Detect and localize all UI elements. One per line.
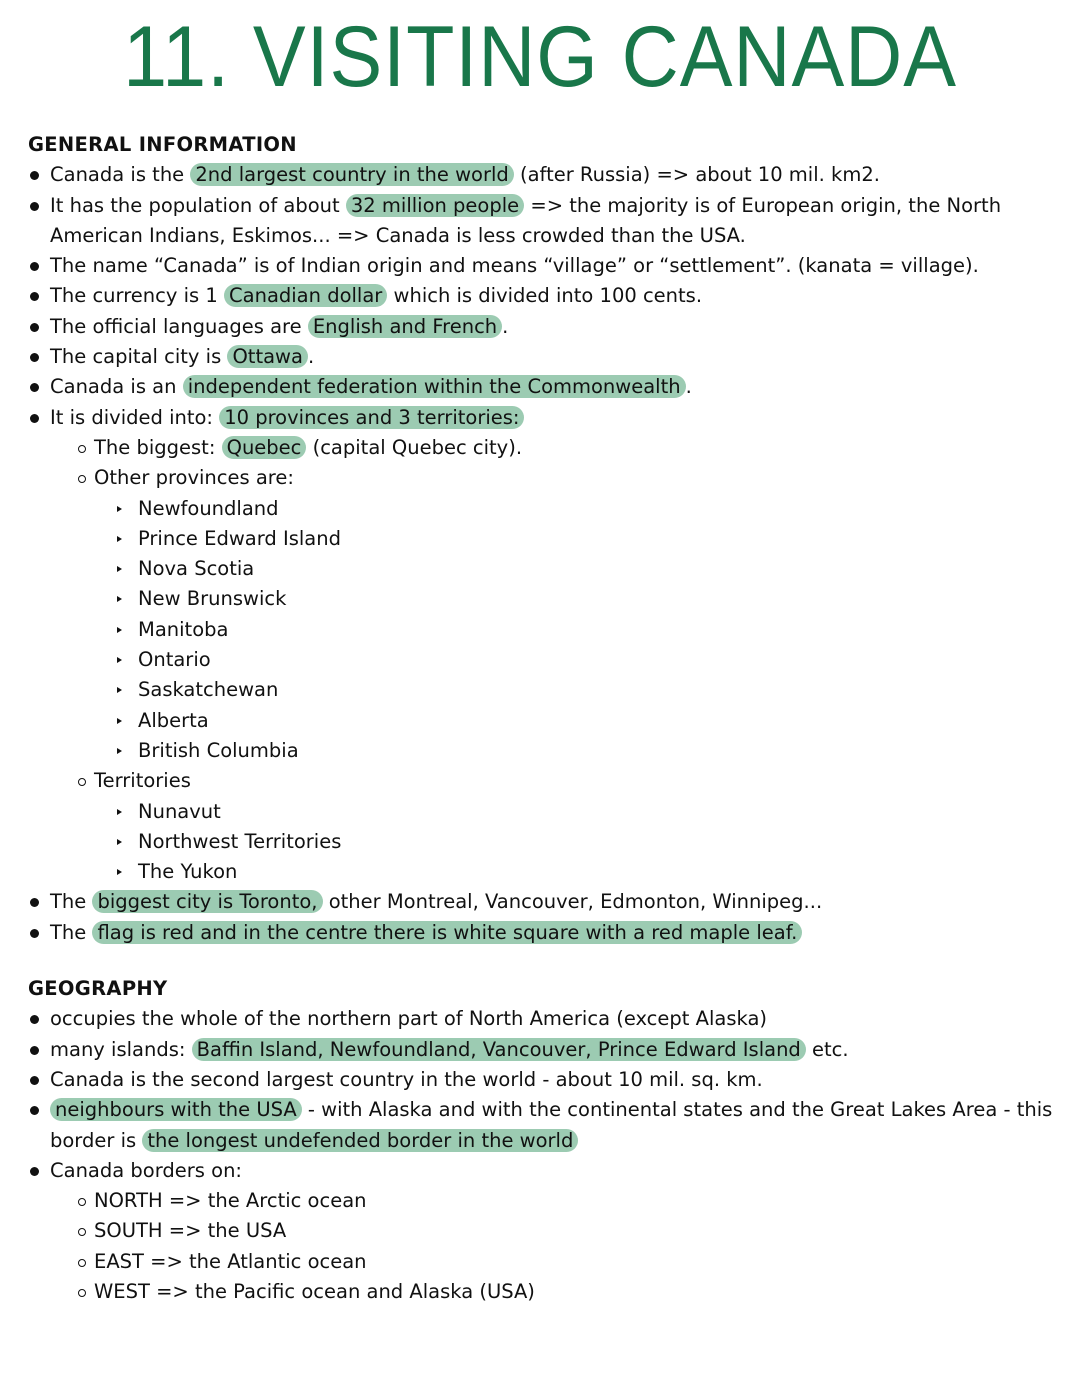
list-item: occupies the whole of the northern part of North America (except Alaska) — [28, 1004, 1058, 1034]
highlight: the longest undefended border in the world — [142, 1129, 578, 1152]
list-item: The official languages are English and French . — [28, 312, 1058, 342]
general-information-list-continued — [28, 887, 1058, 948]
highlight: 10 provinces and 3 territories: — [219, 406, 524, 429]
geography-heading: GEOGRAPHY — [28, 977, 168, 1001]
highlight: biggest city is Toronto, — [92, 890, 322, 913]
divisions-list — [28, 433, 1058, 494]
border-item: EAST => the Atlantic ocean — [28, 1247, 1058, 1277]
highlight: English and French — [308, 315, 502, 338]
border-item: SOUTH => the USA — [28, 1216, 1058, 1246]
borders-list — [28, 1186, 1058, 1307]
list-item: Canada borders on: — [28, 1156, 1058, 1186]
notes-content — [28, 130, 1058, 1307]
territories-label-list — [28, 766, 1058, 796]
highlight: flag is red and in the centre there is white square with a red maple leaf. — [92, 921, 802, 944]
provinces-list — [28, 494, 1058, 767]
list-item: The capital city is Ottawa . — [28, 342, 1058, 372]
list-item: It is divided into: 10 provinces and 3 territories: — [28, 403, 1058, 433]
list-item: Canada is the second largest country in the world - about 10 mil. sq. km. — [28, 1065, 1058, 1095]
list-item: neighbours with the USA - with Alaska and with the continental states and the Great Lakes Area - this border is the longest undefended border in the world — [28, 1095, 1058, 1156]
highlight: Ottawa — [227, 345, 308, 368]
province-item: New Brunswick — [28, 584, 1058, 614]
border-item: WEST => the Pacific ocean and Alaska (USA) — [28, 1277, 1058, 1307]
highlight: 2nd largest country in the world — [190, 163, 513, 186]
highlight: independent federation within the Commonwealth — [183, 375, 686, 398]
list-item: Canada is the 2nd largest country in the world (after Russia) => about 10 mil. km2. — [28, 160, 1058, 190]
province-item: Prince Edward Island — [28, 524, 1058, 554]
geography-list — [28, 1004, 1058, 1186]
territory-item: The Yukon — [28, 857, 1058, 887]
general-information-list — [28, 160, 1058, 433]
list-item: Canada is an independent federation within the Commonwealth . — [28, 372, 1058, 402]
province-item: Alberta — [28, 706, 1058, 736]
sub-list-item: Territories — [28, 766, 1058, 796]
border-item: NORTH => the Arctic ocean — [28, 1186, 1058, 1216]
province-item: British Columbia — [28, 736, 1058, 766]
province-item: Nova Scotia — [28, 554, 1058, 584]
highlight: 32 million people — [346, 194, 524, 217]
highlight: Baffin Island, Newfoundland, Vancouver, Prince Edward Island — [192, 1038, 806, 1061]
highlight: Quebec — [222, 436, 307, 459]
territory-item: Nunavut — [28, 797, 1058, 827]
province-item: Saskatchewan — [28, 675, 1058, 705]
list-item: The flag is red and in the centre there is white square with a red maple leaf. — [28, 918, 1058, 948]
sub-list-item: The biggest: Quebec (capital Quebec city). — [28, 433, 1058, 463]
page-title: 11. VISITING CANADA — [123, 9, 957, 105]
list-item: The currency is 1 Canadian dollar which is divided into 100 cents. — [28, 281, 1058, 311]
province-item: Newfoundland — [28, 494, 1058, 524]
general-information-heading: GENERAL INFORMATION — [28, 133, 297, 156]
highlight: Canadian dollar — [224, 284, 387, 307]
province-item: Ontario — [28, 645, 1058, 675]
territories-list — [28, 797, 1058, 888]
list-item: It has the population of about 32 million people => the majority is of European origin, the North American Indians, Eskimos... => Canada is less crowded than the USA. — [28, 191, 1058, 252]
highlight: neighbours with the USA — [50, 1098, 302, 1121]
list-item: The name “Canada” is of Indian origin and means “village” or “settlement”. (kanata = village). — [28, 251, 1058, 281]
territory-item: Northwest Territories — [28, 827, 1058, 857]
section-spacer — [28, 948, 1058, 974]
list-item: The biggest city is Toronto, other Montreal, Vancouver, Edmonton, Winnipeg... — [28, 887, 1058, 917]
province-item: Manitoba — [28, 615, 1058, 645]
sub-list-item: Other provinces are: — [28, 463, 1058, 493]
list-item: many islands: Baffin Island, Newfoundland, Vancouver, Prince Edward Island etc. — [28, 1035, 1058, 1065]
